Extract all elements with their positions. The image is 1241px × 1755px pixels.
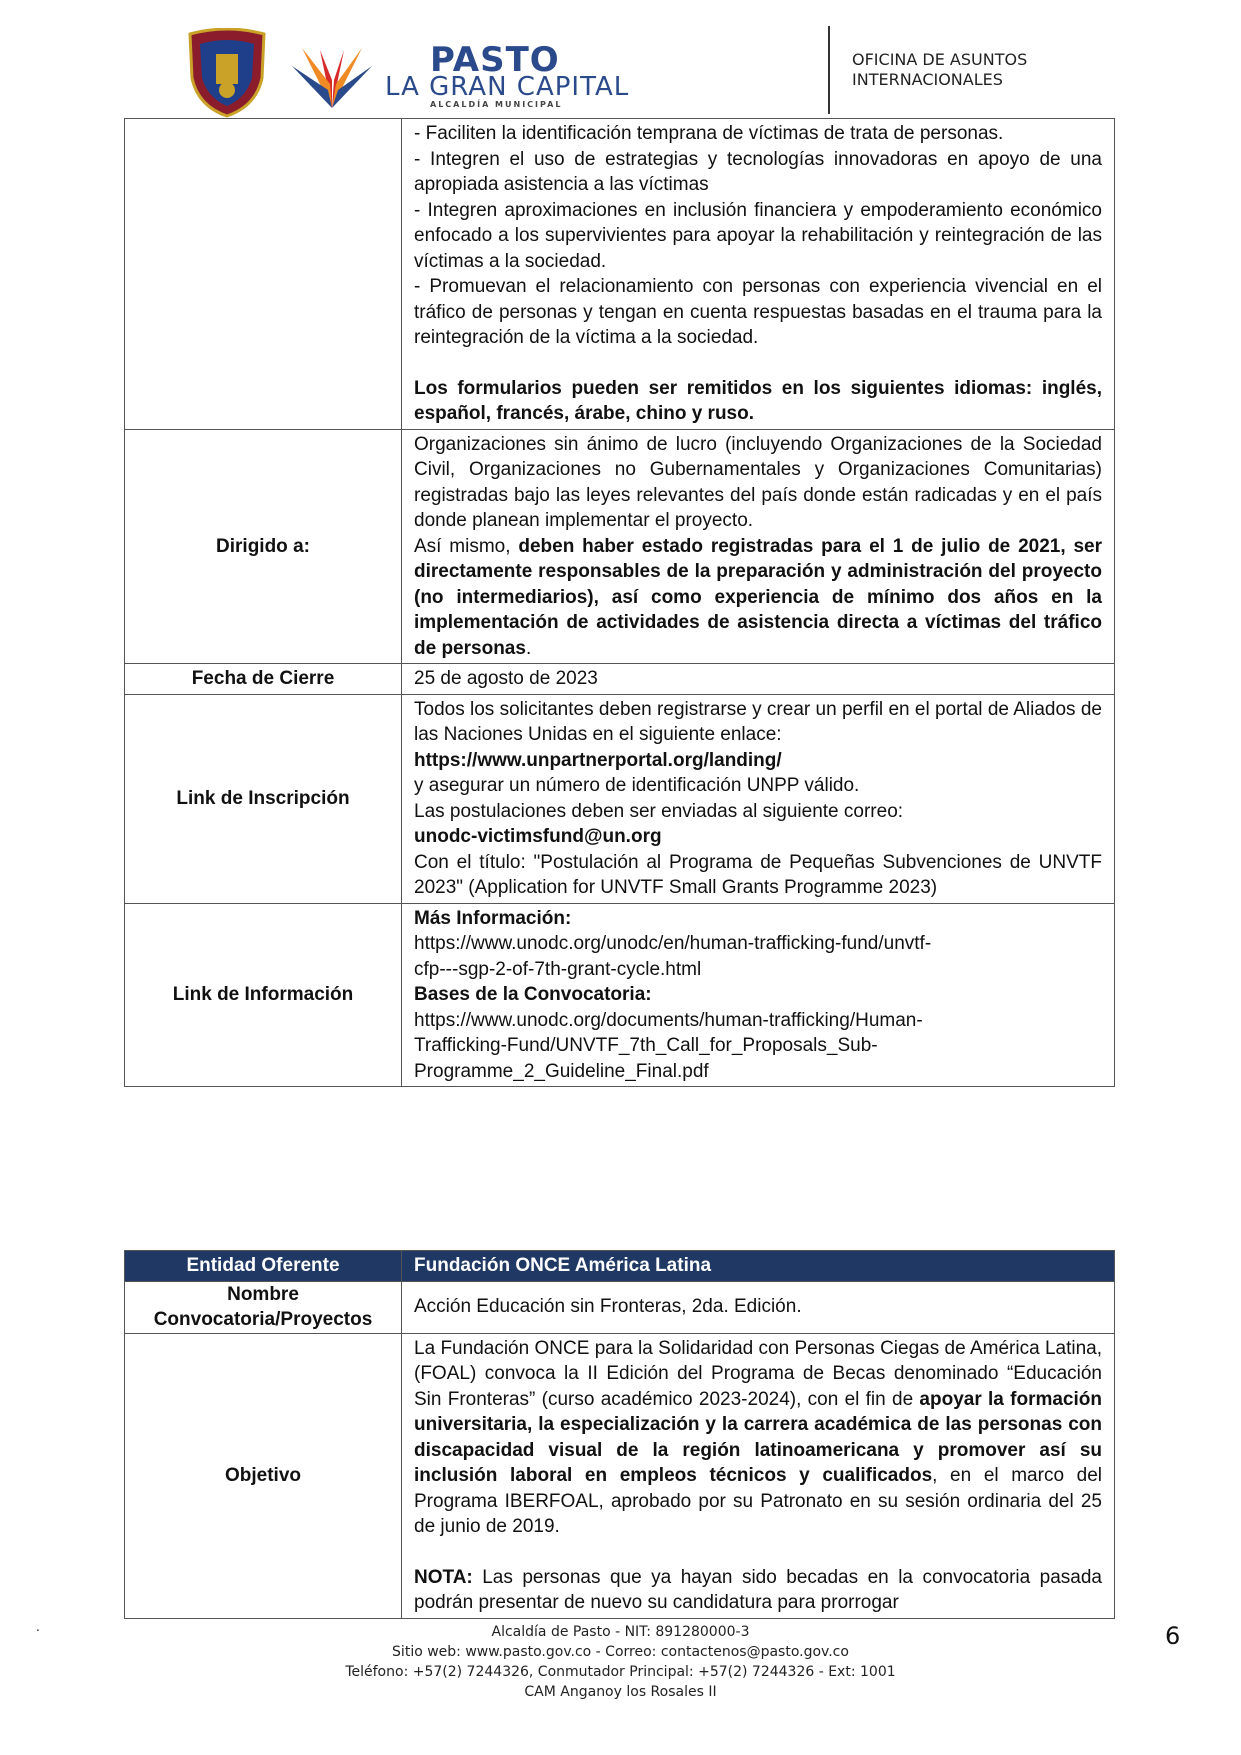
objective-text <box>414 1336 1102 1540</box>
page-footer <box>0 1622 1241 1702</box>
target-audience-cell <box>402 429 1115 664</box>
audience-conditions <box>414 534 1102 662</box>
logo-title: PASTO <box>430 40 560 80</box>
requirement-item: - Integren el uso de estrategias y tecnologías innovadoras en apoyo de una apropiada asistencia a las víctimas <box>414 148 1102 195</box>
conditions-bold: deben haber estado registradas para el 1 de julio de 2021, ser directamente responsables de la preparación y administración del proyecto (no intermediarios), así como experiencia de mínimo dos años en la implementación de actividades de asistencia directa a víctimas del tráfico de personas <box>414 535 1102 659</box>
info-heading: Bases de la Convocatoria: <box>414 984 652 1005</box>
footer-line: Alcaldía de Pasto - NIT: 891280000-3 <box>491 1624 750 1640</box>
guidelines-link-line[interactable]: https://www.unodc.org/documents/human-trafficking/Human- <box>414 1009 923 1031</box>
audience-text: Organizaciones sin ánimo de lucro (incluyendo Organizaciones de la Sociedad Civil, Organizaciones no Gubernamentales y Organizaciones Comunitarias) registradas bajo las leyes relevantes del país donde están radicadas y en el país donde planean implementar el proyecto. <box>414 433 1102 531</box>
office-name <box>852 50 1027 90</box>
table-row <box>125 664 1115 695</box>
row-label-line: Convocatoria/Proyectos <box>153 1309 373 1330</box>
registration-cell <box>402 694 1115 903</box>
row-label-line: Nombre <box>227 1283 299 1305</box>
registration-text: Todos los solicitantes deben registrarse y crear un perfil en el portal de Aliados de las Naciones Unidas en el siguiente enlace: <box>414 698 1102 745</box>
logo-small-text: ALCALDÍA MUNICIPAL <box>430 100 563 109</box>
registration-text: Las postulaciones deben ser enviadas al siguiente correo: <box>414 800 904 822</box>
page-number: 6 <box>1165 1622 1181 1650</box>
table-row <box>125 694 1115 903</box>
footer-line: CAM Anganoy los Rosales II <box>524 1684 717 1700</box>
footer-line: Sitio web: www.pasto.gov.co - Correo: contactenos@pasto.gov.co <box>392 1644 849 1660</box>
table-row <box>125 1333 1115 1618</box>
nota-text <box>414 1565 1102 1616</box>
row-label: Objetivo <box>125 1333 402 1618</box>
guidelines-link-line[interactable]: Trafficking-Fund/UNVTF_7th_Call_for_Proposals_Sub- <box>414 1035 878 1056</box>
row-label: Link de Información <box>125 903 402 1087</box>
table-row <box>125 119 1115 430</box>
header-label: Entidad Oferente <box>125 1251 402 1282</box>
office-line-1: OFICINA DE ASUNTOS <box>852 50 1028 69</box>
objective-intro: La Fundación ONCE para la Solidaridad con Personas Ciegas de América Latina, (FOAL) convoca la II Edición del Programa de Becas denominado “Educación Sin Fronteras” (curso académico 2023-2024), con el fin de <box>414 1337 1102 1410</box>
guidelines-link-line[interactable]: Programme_2_Guideline_Final.pdf <box>414 1060 709 1082</box>
languages-note: Los formularios pueden ser remitidos en los siguientes idiomas: inglés, español, francés, árabe, chino y ruso. <box>414 377 1102 424</box>
information-cell <box>402 903 1115 1087</box>
row-label: Link de Inscripción <box>125 694 402 903</box>
page-header <box>0 0 1241 118</box>
nota-body: Las personas que ya hayan sido becadas en la convocatoria pasada podrán presentar de nuevo su candidatura para prorrogar <box>414 1566 1102 1613</box>
blank-line <box>414 1540 1102 1565</box>
nota-label: NOTA: <box>414 1566 473 1588</box>
pasto-coat-of-arms-icon <box>186 28 268 118</box>
info-link-line[interactable]: https://www.unodc.org/unodc/en/human-trafficking-fund/unvtf- <box>414 933 932 954</box>
call-details-table <box>124 118 1115 1087</box>
table-row <box>125 429 1115 664</box>
registration-link[interactable]: https://www.unpartnerportal.org/landing/ <box>414 749 782 771</box>
blank-line <box>414 351 1102 376</box>
application-email-link[interactable]: unodc-victimsfund@un.org <box>414 826 662 847</box>
objective-cell <box>402 1333 1115 1618</box>
objective-end: , en el marco del Programa IBERFOAL, aprobado por su Patronato en su sesión ordinaria del 25 de junio de 2019. <box>414 1465 1102 1537</box>
pasto-bird-logo-icon <box>290 30 374 110</box>
call-name: Acción Educación sin Fronteras, 2da. Edición. <box>402 1281 1115 1333</box>
table-header-row <box>125 1251 1115 1282</box>
header-divider <box>828 26 830 114</box>
footer-line: Teléfono: +57(2) 7244326, Conmutador Principal: +57(2) 7244326 - Ext: 1001 <box>345 1664 896 1680</box>
conditions-intro: Así mismo, <box>414 535 519 557</box>
info-heading: Más Información: <box>414 907 572 929</box>
registration-text: Con el título: "Postulación al Programa de Pequeñas Subvenciones de UNVTF 2023" (Application for UNVTF Small Grants Programme 2023) <box>414 851 1102 898</box>
conditions-end: . <box>525 637 532 659</box>
office-line-2: INTERNACIONALES <box>852 70 1003 89</box>
objective-bold: apoyar la formación universitaria, la especialización y la carrera académica de las personas con discapacidad visual de la región latinoamericana y promover así su inclusión laboral en empleos técnicos y cualificados <box>414 1388 1102 1486</box>
requirement-item: - Promuevan el relacionamiento con personas con experiencia vivencial en el tráfico de personas y tengan en cuenta respuestas basadas en el trauma para la reintegración de la víctima a la sociedad. <box>414 276 1102 348</box>
closing-date: 25 de agosto de 2023 <box>402 664 1115 695</box>
row-label <box>125 1281 402 1333</box>
info-link-line[interactable]: cfp---sgp-2-of-7th-grant-cycle.html <box>414 958 702 980</box>
once-call-table <box>124 1250 1115 1619</box>
table-row <box>125 903 1115 1087</box>
table-row <box>125 1281 1115 1333</box>
requirement-item: - Integren aproximaciones en inclusión financiera y empoderamiento económico enfocado a los supervivientes para apoyar la rehabilitación y reintegración de las víctimas a la sociedad. <box>414 199 1102 272</box>
requirements-cell <box>402 119 1115 430</box>
stray-dot: . <box>36 1620 40 1634</box>
header-value: Fundación ONCE América Latina <box>402 1251 1115 1282</box>
logo-subtitle: LA GRAN CAPITAL <box>385 72 630 102</box>
row-label: Fecha de Cierre <box>125 664 402 695</box>
registration-text: y asegurar un número de identificación UNPP válido. <box>414 775 860 796</box>
requirement-item: - Faciliten la identificación temprana de víctimas de trata de personas. <box>414 123 1004 144</box>
empty-label-cell <box>125 119 402 430</box>
row-label: Dirigido a: <box>125 429 402 664</box>
